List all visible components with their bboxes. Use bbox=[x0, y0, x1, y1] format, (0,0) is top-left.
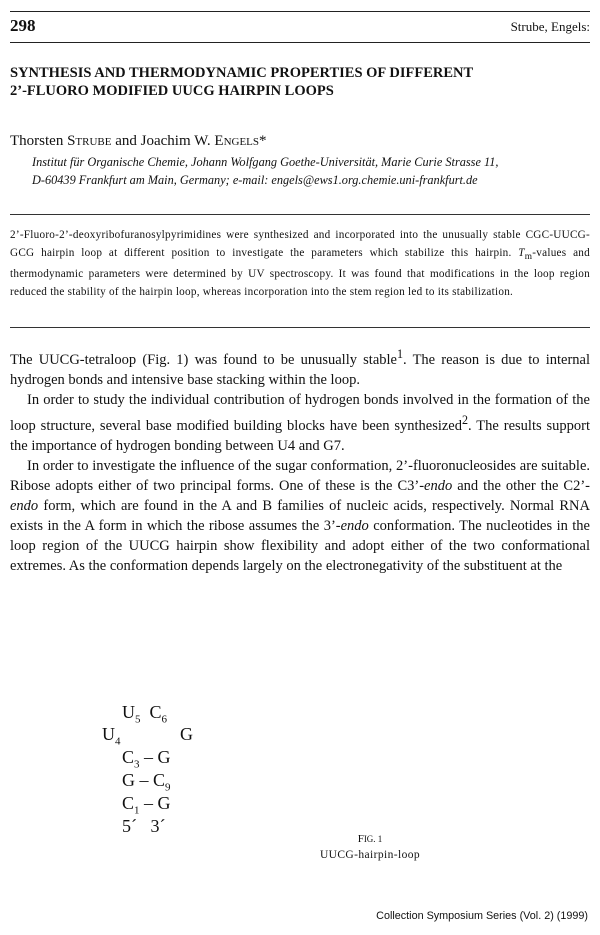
figure-g-c9: G – $C_9$ bbox=[122, 770, 171, 794]
figure-c3-g: $C_3$ – G bbox=[122, 747, 171, 771]
tm-symbol: T bbox=[518, 246, 525, 259]
article-title bbox=[10, 64, 590, 100]
paragraph-1 bbox=[10, 344, 590, 390]
paragraph-3-text-b: and the other the C2’- bbox=[452, 477, 590, 494]
affiliation bbox=[32, 153, 592, 189]
paragraph-1-text-a: The UUCG-tetraloop (Fig. 1) was found to be unusually stable bbox=[10, 351, 397, 368]
paragraph-3-text-a: In order to investigate the influence of the sugar conformation, 2’-fluoronucleosides are suitable. Ribose adopts either of two principal forms. One of these is the C3’- bbox=[10, 457, 590, 494]
header-rule bbox=[10, 42, 590, 43]
corresponding-author-mark: * bbox=[259, 133, 267, 149]
figure-u5-c6: $U_5$ $C_6$ bbox=[122, 702, 168, 726]
tm-subscript: m bbox=[524, 251, 533, 262]
paragraph-3-endo-2: endo bbox=[10, 497, 39, 514]
paragraph-1-text-b: . The reason is due to internal hydrogen bonds and intensive base stacking within the loop. bbox=[10, 351, 590, 388]
paragraph-3 bbox=[10, 456, 590, 576]
figure-label bbox=[300, 833, 440, 845]
page-header bbox=[10, 16, 590, 40]
paragraph-3-endo-3: endo bbox=[340, 517, 369, 534]
figure-ends: 5´ 3´ bbox=[122, 816, 166, 836]
paragraph-3-text-c: form, which are found in the A and B families of nucleic acids, respectively. Normal RNA exists in the A form in which the ribose assumes the 3’- bbox=[10, 497, 590, 534]
author-conjunction: and bbox=[115, 133, 137, 149]
author-2-surname-initial: E bbox=[214, 133, 224, 149]
figure-label-cap: F bbox=[357, 833, 364, 845]
reference-2: 2 bbox=[462, 412, 469, 427]
figure-u4: $U_4$ bbox=[102, 724, 121, 748]
top-rule bbox=[10, 11, 590, 12]
running-head: Strube, Engels: bbox=[510, 19, 590, 34]
author-2-first-name: Joachim W. bbox=[140, 133, 211, 149]
figure-g-top: G bbox=[180, 724, 193, 744]
figure-c1-g: $C_1$ – G bbox=[122, 793, 171, 817]
paragraph-2 bbox=[10, 390, 590, 456]
hairpin-loop-figure bbox=[92, 684, 210, 842]
title-line-1: SYNTHESIS AND THERMODYNAMIC PROPERTIES OF DIFFERENT bbox=[10, 65, 474, 81]
figure-label-rest: IG. 1 bbox=[363, 834, 383, 844]
author-1-surname-rest: TRUBE bbox=[75, 136, 112, 148]
author-1-first-name: Thorsten bbox=[10, 133, 64, 149]
author-line bbox=[10, 133, 590, 150]
affiliation-line-2: D-60439 Frankfurt am Main, Germany; e-mail: engels@ews1.org.chemie.uni-frankfurt.de bbox=[32, 173, 478, 187]
author-2-surname-rest: NGELS bbox=[223, 136, 260, 148]
abstract-top-rule bbox=[10, 214, 590, 215]
paragraph-2-text-a: In order to study the individual contribution of hydrogen bonds involved in the formation of the loop structure, several base modified building blocks have been synthesized bbox=[10, 391, 590, 434]
abstract bbox=[10, 227, 590, 301]
figure-caption: UUCG-hairpin-loop bbox=[319, 849, 421, 861]
title-line-2: 2’-FLUORO MODIFIED UUCG HAIRPIN LOOPS bbox=[10, 83, 334, 99]
author-1-surname-initial: S bbox=[67, 133, 76, 149]
body-text bbox=[10, 344, 590, 576]
abstract-text-2: -values and thermodynamic parameters were determined by UV spectroscopy. It was found that modifications in the loop region reduced the stability of the hairpin loop, whereas incorporation into the stem region led to its stabilization. bbox=[10, 246, 590, 298]
page-number: 298 bbox=[10, 16, 36, 35]
abstract-bottom-rule bbox=[10, 327, 590, 328]
paragraph-2-text-b: . The results support the importance of hydrogen bonding between U4 and G7. bbox=[10, 417, 591, 454]
page-footer: Collection Symposium Series (Vol. 2) (1999) bbox=[376, 910, 588, 922]
reference-1: 1 bbox=[396, 347, 404, 361]
paragraph-3-text-d: conformation. The nucleotides in the loop region of the UUCG hairpin show flexibility and adopt either of the two conformational extremes. As the conformation depends largely on the electronegativity of the substituent at the bbox=[10, 517, 590, 574]
paragraph-3-endo-1: endo bbox=[424, 477, 453, 494]
affiliation-line-1: Institut für Organische Chemie, Johann Wolfgang Goethe-Universität, Marie Curie Strasse 11, bbox=[32, 155, 499, 169]
abstract-text-1: 2’-Fluoro-2’-deoxyribofuranosylpyrimidines were synthesized and incorporated into the unusually stable CGC-UUCG-GCG hairpin loop at different position to investigate the parameters which stabilize this hairpin. bbox=[10, 229, 590, 259]
